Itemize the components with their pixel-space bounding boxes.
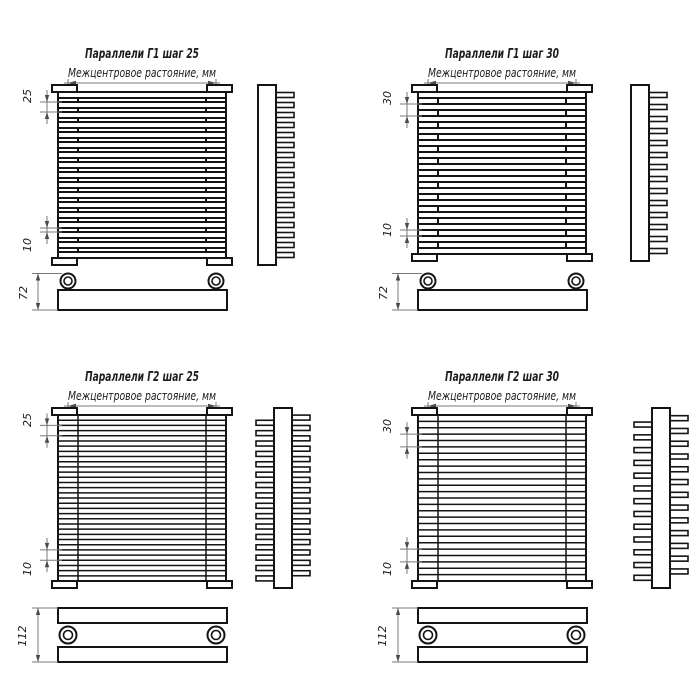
drawing-parallels-g2-step25 [16,369,310,662]
dimension-step: 25 [21,413,34,427]
drawing-title: Параллели Г1 шаг 25 [85,46,199,62]
dimension-collector-height: 72 [377,286,390,300]
dimension-collector-height: 72 [17,286,30,300]
center-distance-label: Межцентровое растояние, мм [68,389,216,403]
dimension-step: 25 [21,89,34,103]
radiator-views [32,79,294,310]
dimension-gap: 10 [21,238,34,252]
dimension-gap: 10 [381,562,394,576]
drawing-parallels-g1-step25 [17,46,294,310]
center-distance-label: Межцентровое растояние, мм [428,66,576,80]
radiator-views [392,402,688,662]
drawing-parallels-g1-step30 [377,46,667,310]
dimension-collector-height: 112 [16,625,29,647]
center-distance-label: Межцентровое растояние, мм [68,66,216,80]
drawing-title: Параллели Г2 шаг 30 [445,369,559,385]
dimension-step: 30 [381,419,394,433]
drawing-title: Параллели Г1 шаг 30 [445,46,559,62]
dimension-step: 30 [381,91,394,105]
drawing-title: Параллели Г2 шаг 25 [85,369,199,385]
dimension-gap: 10 [21,562,34,576]
drawing-parallels-g2-step30 [376,369,688,662]
center-distance-label: Межцентровое растояние, мм [428,389,576,403]
radiator-views [32,402,310,662]
radiator-views [392,79,667,310]
dimension-collector-height: 112 [376,625,389,647]
dimension-gap: 10 [381,223,394,237]
